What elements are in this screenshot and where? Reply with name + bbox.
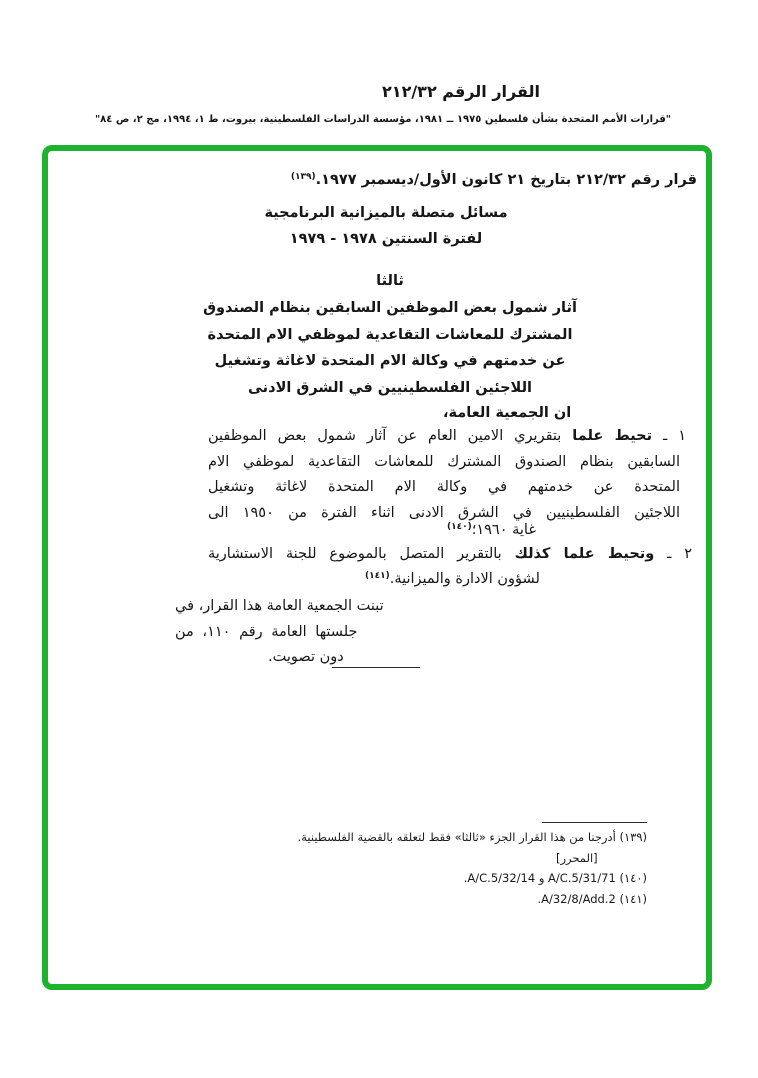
footnote-139	[297, 830, 647, 845]
footnote-141	[482, 893, 647, 907]
preamble-line: ان الجمعية العامة،	[443, 405, 572, 421]
para1-line-5	[447, 522, 536, 539]
resolution-subtitle-2: لفترة السنتين ١٩٧٨ - ١٩٧٩	[289, 231, 483, 247]
footnote-139-number: (١٣٩)	[619, 830, 647, 844]
para1-number: ١ ـ	[652, 428, 686, 444]
section-title-line-3: عن خدمتهم في وكالة الام المتحدة لاغاثة وتشغيل	[214, 353, 566, 369]
footnote-140	[400, 872, 647, 886]
section-title-line-4: اللاجئين الفلسطينيين في الشرق الادنى	[248, 380, 532, 396]
page-header-title: القرار الرقم ٢١٢/٣٢	[382, 82, 540, 101]
para2-line-1	[208, 546, 692, 563]
para1-bold-phrase: تحيط علما	[572, 428, 653, 444]
footnote-141-number: (١٤١)	[619, 892, 647, 906]
resolution-subtitle-1: مسائل متصلة بالميزانية البرنامجية	[264, 205, 508, 221]
page-header-citation: "قرارات الأمم المتحدة بشأن فلسطين ١٩٧٥ ــ ١٩٨١، مؤسسة الدراسات الفلسطينية، بيروت، ط ١، ١٩٩٤، مج ٢، ص ٨٤"	[94, 114, 672, 125]
closing-rule	[332, 667, 420, 668]
footnote-ref-140: (١٤٠)	[447, 522, 472, 532]
para1-line-2: السابقين بنظام الصندوق المشترك للمعاشات التقاعدية لموظفي الام	[208, 454, 680, 470]
footnote-139-editor-note: [المحرر]	[556, 851, 598, 865]
resolution-title-line	[208, 172, 697, 189]
section-label: ثالثا	[376, 273, 404, 289]
para2-line1-rest: بالتقرير المتصل بالموضوع للجنة الاستشارية	[208, 546, 515, 562]
footnote-140-number: (١٤٠)	[619, 871, 647, 885]
para2-bold-phrase: وتحيط علما كذلك	[514, 546, 655, 562]
para1-line-1	[208, 428, 686, 445]
para1-line1-rest: بتقريري الامين العام عن آثار شمول بعض الموظفين	[208, 428, 573, 444]
footnote-140-text: A/C.5/31/71 و A/C.5/32/14.	[463, 871, 616, 885]
section-title-line-1: آثار شمول بعض الموظفين السابقين بنظام الصندوق	[203, 300, 577, 316]
section-title-line-2: المشترك للمعاشات التقاعدية لموظفي الام المتحدة	[207, 327, 573, 343]
para1-line-4: اللاجئين الفلسطينيين في الشرق الادنى اثناء الفترة من ١٩٥٠ الى	[208, 505, 680, 521]
resolution-title-text: قرار رقم ٢١٢/٣٢ بتاريخ ٢١ كانون الأول/ديسمبر ١٩٧٧.	[315, 172, 697, 188]
footnote-ref-141: (١٤١)	[365, 571, 390, 581]
adoption-line-3: دون تصويت.	[268, 649, 344, 665]
highlight-border-box	[42, 145, 712, 990]
para2-line-2	[365, 571, 540, 588]
footnote-141-text: A/32/8/Add.2.	[537, 892, 616, 906]
footnote-139-text: أدرجنا من هذا القرار الجزء «ثالثا» فقط لتعلقه بالقضية الفلسطينية.	[297, 830, 616, 844]
para1-line-3: المتحدة عن خدمتهم في وكالة الام المتحدة لاغاثة وتشغيل	[208, 479, 680, 495]
footnote-ref-139: (١٣٩)	[290, 172, 316, 182]
para1-line5-text: غاية ١٩٦٠؛	[471, 522, 536, 538]
adoption-line-2: جلستها العامة رقم ١١٠، من	[175, 624, 358, 640]
para2-number: ٢ ـ	[654, 546, 692, 562]
para2-line2-text: لشؤون الادارة والميزانية.	[389, 571, 540, 587]
footnote-separator	[542, 822, 647, 823]
adoption-line-1: تبنت الجمعية العامة هذا القرار، في	[175, 598, 384, 614]
